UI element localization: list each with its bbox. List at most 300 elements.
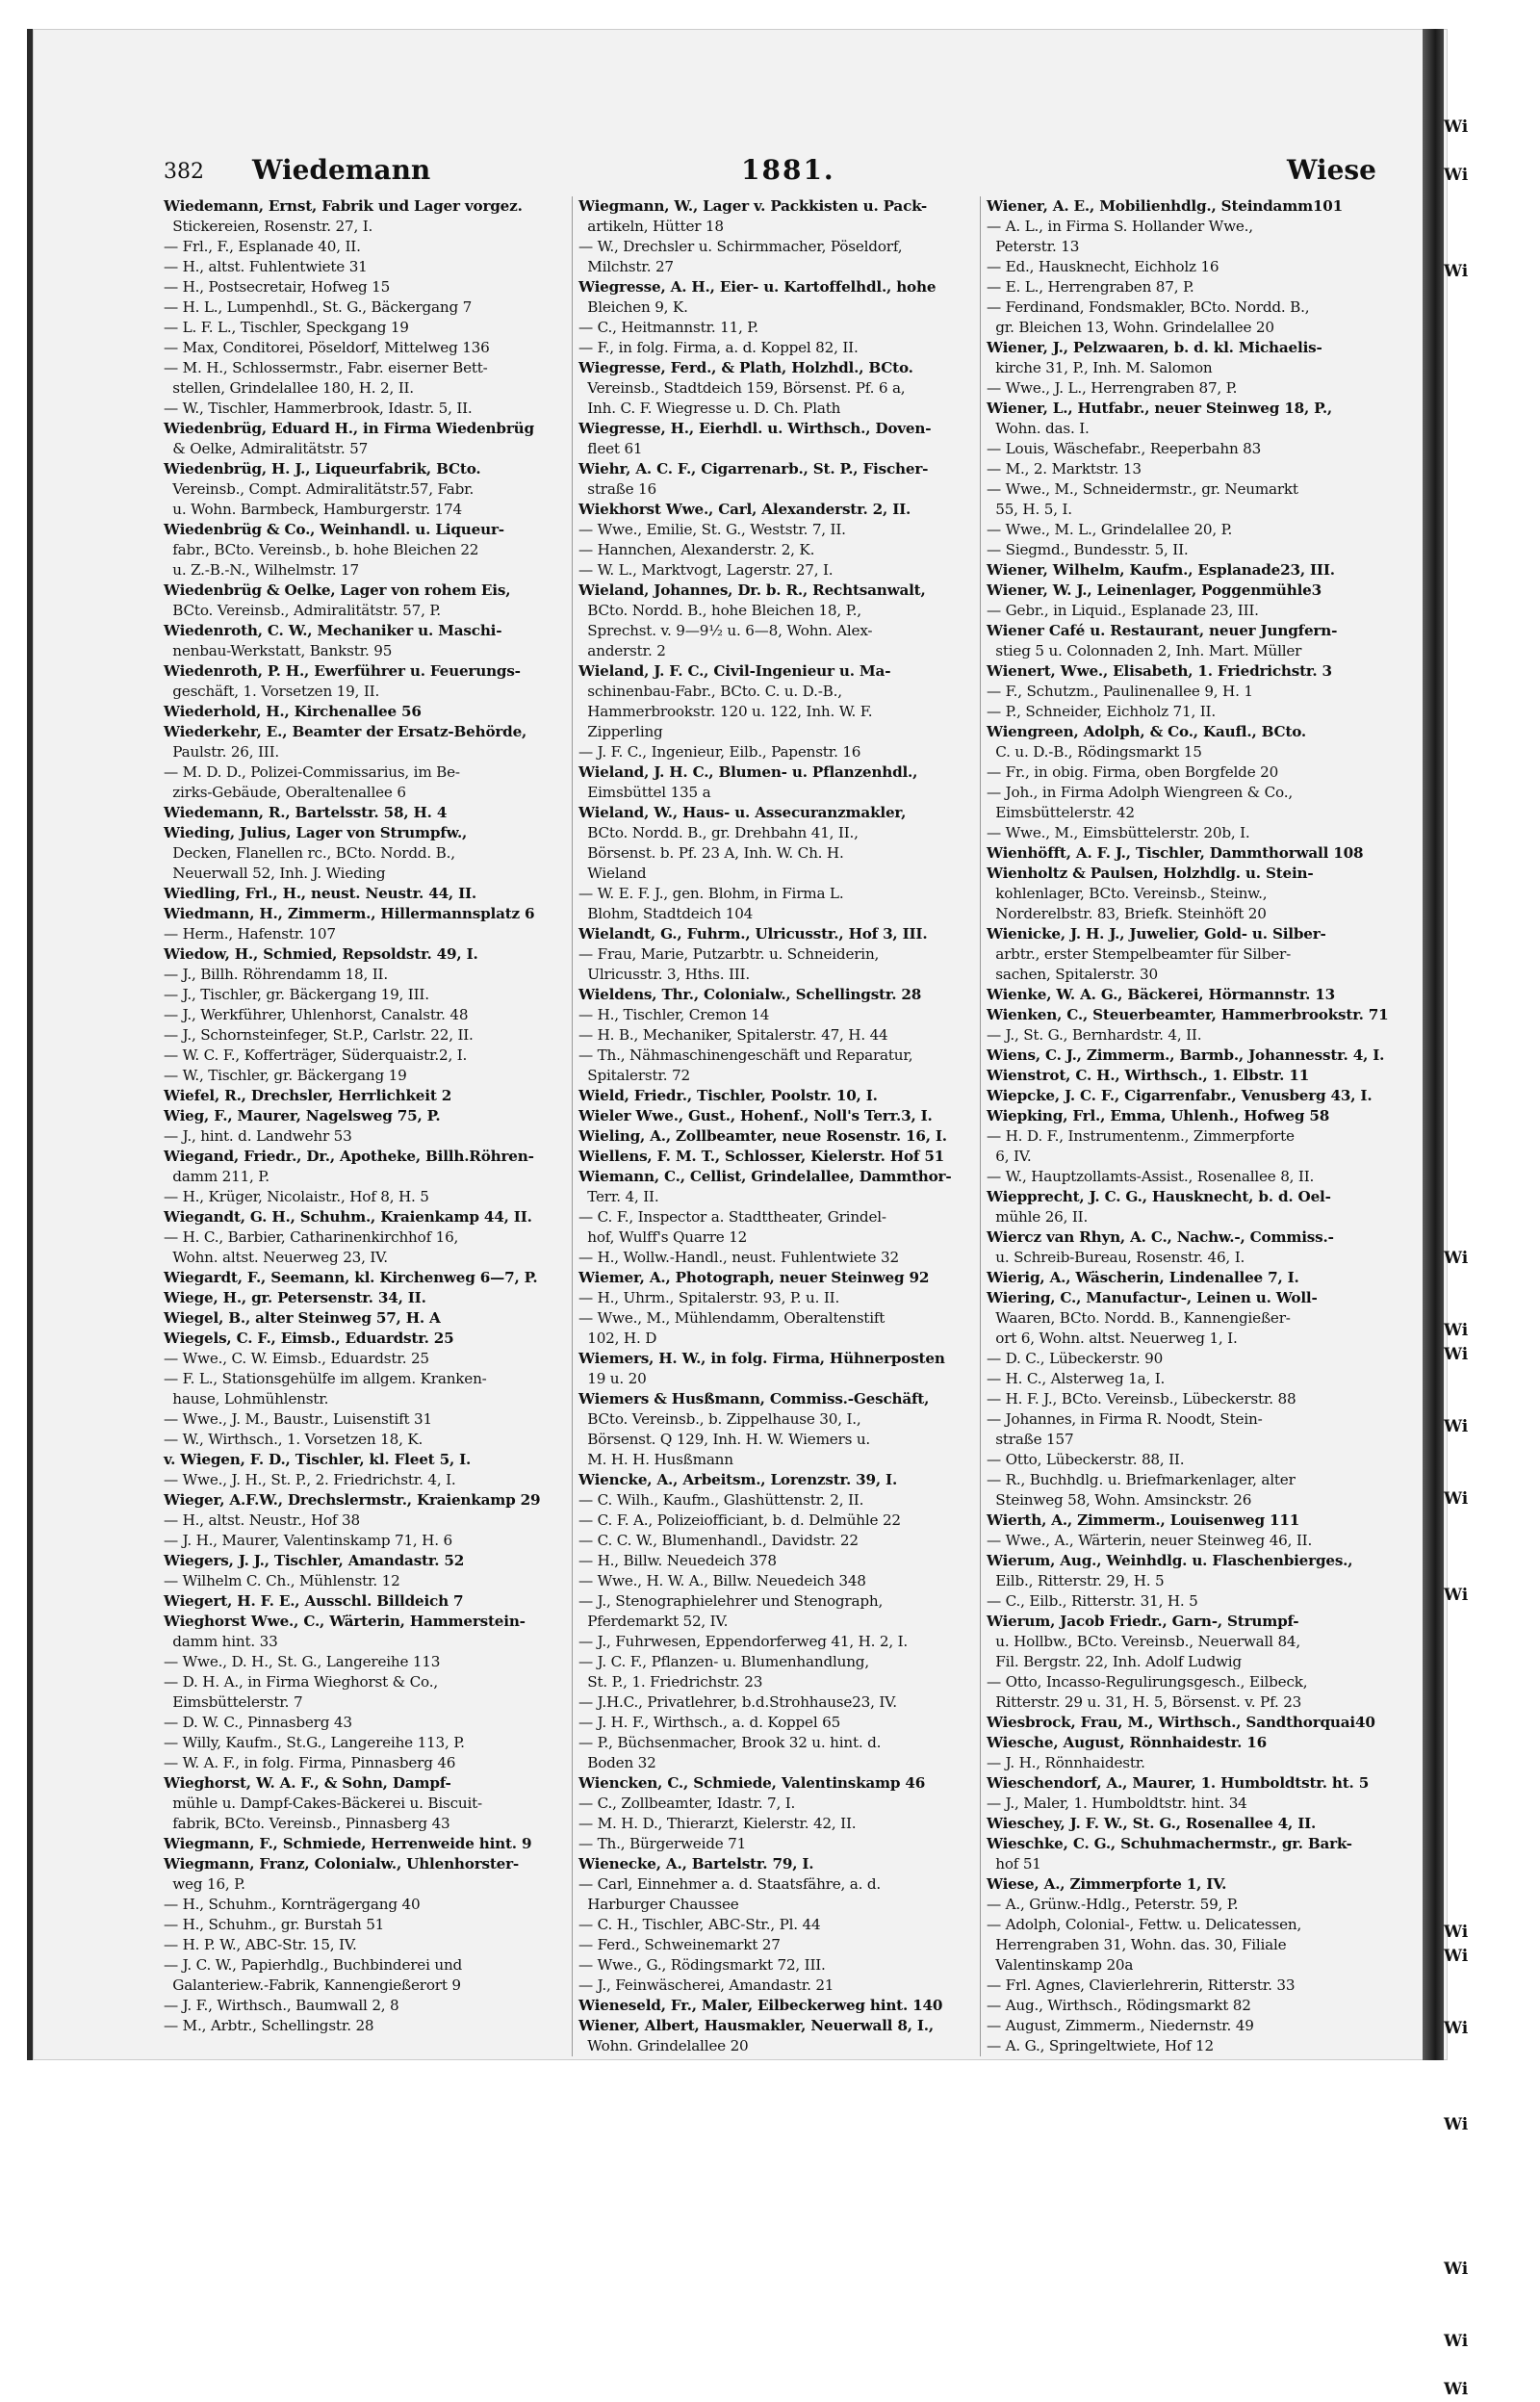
directory-entry: Wieldens, Thr., Colonialw., Schellingstr. 28 bbox=[578, 986, 922, 1003]
directory-entry: — C. C. W., Blumenhandl., Davidstr. 22 bbox=[578, 1532, 859, 1549]
directory-entry: Wiefel, R., Drechsler, Herrlichkeit 2 bbox=[164, 1087, 452, 1104]
directory-entry: Galanteriew.-Fabrik, Kannengießerort 9 bbox=[164, 1976, 461, 1994]
directory-entry: fleet 61 bbox=[578, 440, 643, 457]
next-page-fragment bbox=[1444, 1367, 1540, 1391]
next-page-fragment bbox=[1444, 2065, 1540, 2089]
directory-entry: — Herm., Hafenstr. 107 bbox=[164, 925, 336, 943]
directory-entry: — F., Schutzm., Paulinenallee 9, H. 1 bbox=[987, 683, 1253, 700]
directory-entry: — W. A. F., in folg. Firma, Pinnasberg 46 bbox=[164, 1754, 456, 1771]
directory-entry: Börsenst. b. Pf. 23 A, Inh. W. Ch. H. bbox=[578, 844, 844, 862]
directory-entry: Vereinsb., Compt. Admiralitätstr.57, Fabr. bbox=[164, 480, 475, 498]
directory-entry: Wiepprecht, J. C. G., Hausknecht, b. d. Oel- bbox=[987, 1188, 1331, 1205]
next-page-fragment bbox=[1444, 1632, 1540, 1656]
directory-entry: — H. P. W., ABC-Str. 15, IV. bbox=[164, 1936, 357, 1953]
column-right bbox=[980, 196, 1389, 2056]
directory-entry: Eilb., Ritterstr. 29, H. 5 bbox=[987, 1572, 1165, 1589]
next-page-fragment bbox=[1444, 1439, 1540, 1463]
directory-entry: — Hannchen, Alexanderstr. 2, K. bbox=[578, 541, 815, 558]
directory-entry: Wiens, C. J., Zimmerm., Barmb., Johannesstr. 4, I. bbox=[987, 1046, 1385, 1064]
directory-entry: fabrik, BCto. Vereinsb., Pinnasberg 43 bbox=[164, 1815, 450, 1832]
directory-entry: — H., Wollw.-Handl., neust. Fuhlentwiete 32 bbox=[578, 1249, 899, 1266]
directory-entry: — C., Heitmannstr. 11, P. bbox=[578, 319, 758, 336]
next-page-fragment bbox=[1444, 789, 1540, 814]
next-page-fragment: Wi bbox=[1444, 166, 1469, 185]
directory-entry: Stickereien, Rosenstr. 27, I. bbox=[164, 218, 373, 235]
directory-entry: — J. C. F., Pflanzen- u. Blumenhandlung, bbox=[578, 1653, 869, 1670]
directory-entry: — Wwe., H. W. A., Billw. Neuedeich 348 bbox=[578, 1572, 866, 1589]
directory-entry: Wiegel, B., alter Steinweg 57, H. A bbox=[164, 1309, 441, 1327]
directory-entry: Wiering, C., Manufactur-, Leinen u. Woll- bbox=[987, 1289, 1318, 1306]
directory-entry: Wiener, Wilhelm, Kaufm., Esplanade23, III. bbox=[987, 561, 1335, 579]
directory-entry: Wiemann, C., Cellist, Grindelallee, Dammthor- bbox=[578, 1168, 952, 1185]
directory-entry: Wiege, H., gr. Petersenstr. 34, II. bbox=[164, 1289, 426, 1306]
directory-entry: — Wwe., Emilie, St. G., Weststr. 7, II. bbox=[578, 521, 846, 538]
directory-entry: — A., Grünw.-Hdlg., Peterstr. 59, P. bbox=[987, 1896, 1239, 1913]
directory-entry: — W., Tischler, Hammerbrook, Idastr. 5, II. bbox=[164, 400, 473, 417]
directory-entry: Wield, Friedr., Tischler, Poolstr. 10, I. bbox=[578, 1087, 878, 1104]
directory-entry: geschäft, 1. Vorsetzen 19, II. bbox=[164, 683, 380, 700]
directory-entry: — W., Drechsler u. Schirmmacher, Pöseldorf, bbox=[578, 238, 903, 255]
directory-entry: Wienicke, J. H. J., Juwelier, Gold- u. Silber- bbox=[987, 925, 1326, 943]
directory-entry: Wiegardt, F., Seemann, kl. Kirchenweg 6—7, P. bbox=[164, 1269, 538, 1286]
directory-entry: — Carl, Einnehmer a. d. Staatsfähre, a. d. bbox=[578, 1875, 882, 1893]
directory-entry: — Frl., F., Esplanade 40, II. bbox=[164, 238, 361, 255]
directory-entry: artikeln, Hütter 18 bbox=[578, 218, 724, 235]
directory-entry: Bleichen 9, K. bbox=[578, 298, 688, 316]
directory-entry: Herrengraben 31, Wohn. das. 30, Filiale bbox=[987, 1936, 1287, 1953]
directory-entry: Vereinsb., Stadtdeich 159, Börsenst. Pf. 6 a, bbox=[578, 379, 906, 397]
directory-entry: 55, H. 5, I. bbox=[987, 501, 1072, 518]
header-left-word: Wiedemann bbox=[252, 154, 431, 186]
directory-entry: Wieland, W., Haus- u. Assecuranzmakler, bbox=[578, 804, 907, 821]
directory-entry: — W., Wirthsch., 1. Vorsetzen 18, K. bbox=[164, 1431, 424, 1448]
directory-entry: Wiemers, H. W., in folg. Firma, Hühnerposten bbox=[578, 1350, 945, 1367]
page-number: 382 bbox=[164, 160, 204, 184]
directory-entry: damm 211, P. bbox=[164, 1168, 270, 1185]
next-page-fragment bbox=[1444, 2209, 1540, 2234]
directory-entry: — C., Zollbeamter, Idastr. 7, I. bbox=[578, 1795, 796, 1812]
directory-entry: — M. H., Schlossermstr., Fabr. eiserner Bett- bbox=[164, 359, 488, 376]
next-page-fragment bbox=[1444, 1848, 1540, 1873]
directory-entry: Wiener, Albert, Hausmakler, Neuerwall 8, I., bbox=[578, 2017, 934, 2034]
directory-entry: v. Wiegen, F. D., Tischler, kl. Fleet 5, I. bbox=[164, 1451, 472, 1468]
directory-entry: Wieg, F., Maurer, Nagelsweg 75, P. bbox=[164, 1107, 441, 1124]
directory-entry: — D. C., Lübeckerstr. 90 bbox=[987, 1350, 1164, 1367]
directory-entry: Sprechst. v. 9—9½ u. 6—8, Wohn. Alex- bbox=[578, 622, 873, 639]
directory-entry: Wiencken, C., Schmiede, Valentinskamp 46 bbox=[578, 1774, 926, 1792]
directory-entry: — J., Tischler, gr. Bäckergang 19, III. bbox=[164, 986, 429, 1003]
directory-entry: — P., Büchsenmacher, Brook 32 u. hint. d. bbox=[578, 1734, 882, 1751]
directory-entry: Wiener, A. E., Mobilienhdlg., Steindamm101 bbox=[987, 197, 1344, 215]
next-page-fragment bbox=[1444, 1511, 1540, 1536]
directory-entry: Wieler Wwe., Gust., Hohenf., Noll's Terr.3, I. bbox=[578, 1107, 933, 1124]
next-page-fragment bbox=[1444, 2041, 1540, 2065]
directory-entry: Wierum, Aug., Weinhdlg. u. Flaschenbierges., bbox=[987, 1552, 1353, 1569]
directory-entry: schinenbau-Fabr., BCto. C. u. D.-B., bbox=[578, 683, 842, 700]
directory-entry: — C. Wilh., Kaufm., Glashüttenstr. 2, II. bbox=[578, 1491, 864, 1509]
next-page-fragment bbox=[1444, 1560, 1540, 1584]
directory-entry: Wiedemann, Ernst, Fabrik und Lager vorgez. bbox=[164, 197, 523, 215]
directory-entry: — Frl. Agnes, Clavierlehrerin, Ritterstr. 33 bbox=[987, 1976, 1296, 1994]
directory-entry: — J. F., Wirthsch., Baumwall 2, 8 bbox=[164, 1997, 399, 2014]
next-page-fragment bbox=[1444, 1391, 1540, 1415]
directory-entry: — H. F. J., BCto. Vereinsb., Lübeckerstr. 88 bbox=[987, 1390, 1296, 1408]
directory-entry: gr. Bleichen 13, Wohn. Grindelallee 20 bbox=[987, 319, 1274, 336]
directory-entry: — C. H., Tischler, ABC-Str., Pl. 44 bbox=[578, 1916, 821, 1933]
directory-entry: — R., Buchhdlg. u. Briefmarkenlager, alter bbox=[987, 1471, 1296, 1488]
directory-entry: Wiegresse, A. H., Eier- u. Kartoffelhdl., hohe bbox=[578, 278, 937, 296]
directory-entry: — Wwe., C. W. Eimsb., Eduardstr. 25 bbox=[164, 1350, 429, 1367]
directory-entry: hause, Lohmühlenstr. bbox=[164, 1390, 329, 1408]
directory-entry: — M., Arbtr., Schellingstr. 28 bbox=[164, 2017, 374, 2034]
directory-entry: — W. E. F. J., gen. Blohm, in Firma L. bbox=[578, 885, 844, 902]
next-page-fragment bbox=[1444, 2161, 1540, 2185]
header-year: 1881. bbox=[741, 154, 835, 186]
directory-entry: — H. L., Lumpenhdl., St. G., Bäckergang 7 bbox=[164, 298, 473, 316]
directory-entry: — J. C. W., Papierhdlg., Buchbinderei und bbox=[164, 1956, 463, 1974]
directory-entry: Wienert, Wwe., Elisabeth, 1. Friedrichstr. 3 bbox=[987, 662, 1332, 680]
directory-entry: BCto. Nordd. B., hohe Bleichen 18, P., bbox=[578, 602, 861, 619]
directory-entry: Wiencke, A., Arbeitsm., Lorenzstr. 39, I. bbox=[578, 1471, 898, 1488]
directory-entry: Wienken, C., Steuerbeamter, Hammerbrookstr. 71 bbox=[987, 1006, 1389, 1023]
page-header bbox=[164, 154, 1376, 187]
directory-entry: — J., Schornsteinfeger, St.P., Carlstr. 22, II. bbox=[164, 1026, 474, 1044]
directory-entry: — J., Stenographielehrer und Stenograph, bbox=[578, 1592, 884, 1610]
directory-entry: — Gebr., in Liquid., Esplanade 23, III. bbox=[987, 602, 1259, 619]
directory-entry: Wieland, Johannes, Dr. b. R., Rechtsanwalt, bbox=[578, 581, 926, 599]
directory-entry: — E. L., Herrengraben 87, P. bbox=[987, 278, 1194, 296]
directory-entry: Wielandt, G., Fuhrm., Ulricusstr., Hof 3, III. bbox=[578, 925, 928, 943]
directory-entry: — Wwe., J. L., Herrengraben 87, P. bbox=[987, 379, 1238, 397]
directory-entry: Terr. 4, II. bbox=[578, 1188, 659, 1205]
next-page-fragment bbox=[1444, 356, 1540, 380]
directory-entry: straße 157 bbox=[987, 1431, 1074, 1448]
directory-entry: Wiegels, C. F., Eimsb., Eduardstr. 25 bbox=[164, 1330, 454, 1347]
directory-entry: Wienholtz & Paulsen, Holzhdlg. u. Stein- bbox=[987, 865, 1314, 882]
next-page-fragment bbox=[1444, 1969, 1540, 1993]
directory-entry: sachen, Spitalerstr. 30 bbox=[987, 966, 1158, 983]
next-page-fragment bbox=[1444, 1608, 1540, 1632]
directory-entry: — Johannes, in Firma R. Noodt, Stein- bbox=[987, 1410, 1263, 1428]
directory-entry: Eimsbüttelerstr. 7 bbox=[164, 1693, 303, 1711]
directory-entry: hof, Wulff's Quarre 12 bbox=[578, 1228, 748, 1246]
directory-entry: Wiener, J., Pelzwaaren, b. d. kl. Michaelis- bbox=[987, 339, 1322, 356]
next-page-fragment bbox=[1444, 1873, 1540, 1897]
directory-entry: & Oelke, Admiralitätstr. 57 bbox=[164, 440, 369, 457]
directory-entry: 19 u. 20 bbox=[578, 1370, 647, 1387]
next-page-fragment bbox=[1444, 1824, 1540, 1848]
directory-entry: — Aug., Wirthsch., Rödingsmarkt 82 bbox=[987, 1997, 1251, 2014]
directory-entry: u. Z.-B.-N., Wilhelmstr. 17 bbox=[164, 561, 360, 579]
directory-entry: Wieling, A., Zollbeamter, neue Rosenstr. 16, I. bbox=[578, 1127, 947, 1145]
next-page-fragment bbox=[1444, 2089, 1540, 2113]
next-page-fragment: Wi bbox=[1444, 117, 1469, 137]
next-page-fragment bbox=[1444, 2306, 1540, 2330]
directory-entry: hof 51 bbox=[987, 1855, 1041, 1873]
next-page-fragment bbox=[1444, 717, 1540, 741]
book-gutter bbox=[1423, 29, 1444, 2060]
directory-entry: Wieghorst, W. A. F., & Sohn, Dampf- bbox=[164, 1774, 451, 1792]
directory-entry: kirche 31, P., Inh. M. Salomon bbox=[987, 359, 1213, 376]
next-page-fragment bbox=[1444, 1295, 1540, 1319]
directory-entry: Wiercz van Rhyn, A. C., Nachw.-, Commiss.- bbox=[987, 1228, 1334, 1246]
directory-entry: — Wwe., M., Eimsbüttelerstr. 20b, I. bbox=[987, 824, 1250, 841]
directory-entry: Wiegmann, W., Lager v. Packkisten u. Pack- bbox=[578, 197, 927, 215]
directory-entry: — W. C. F., Kofferträger, Süderquaistr.2, I. bbox=[164, 1046, 468, 1064]
directory-entry: — Max, Conditorei, Pöseldorf, Mittelweg 136 bbox=[164, 339, 490, 356]
directory-entry: — Wwe., A., Wärterin, neuer Steinweg 46, II. bbox=[987, 1532, 1313, 1549]
directory-entry: — D. H. A., in Firma Wieghorst & Co., bbox=[164, 1673, 438, 1691]
next-page-fragment bbox=[1444, 188, 1540, 212]
directory-entry: Wiegresse, H., Eierhdl. u. Wirthsch., Doven- bbox=[578, 420, 932, 437]
directory-entry: Milchstr. 27 bbox=[578, 258, 674, 275]
directory-entry: Wohn. Grindelallee 20 bbox=[578, 2037, 749, 2054]
next-page-fragment bbox=[1444, 452, 1540, 477]
next-page-fragment bbox=[1444, 838, 1540, 862]
directory-entry: weg 16, P. bbox=[164, 1875, 245, 1893]
directory-entry: — Wwe., M. L., Grindelallee 20, P. bbox=[987, 521, 1233, 538]
next-page-edge bbox=[1444, 116, 1540, 2399]
directory-entry: — Wwe., M., Mühlendamm, Oberaltenstift bbox=[578, 1309, 886, 1327]
directory-entry: St. P., 1. Friedrichstr. 23 bbox=[578, 1673, 763, 1691]
directory-entry: — Otto, Lübeckerstr. 88, II. bbox=[987, 1451, 1185, 1468]
directory-entry: Wiegmann, F., Schmiede, Herrenweide hint. 9 bbox=[164, 1835, 532, 1852]
next-page-fragment: Wi bbox=[1444, 1417, 1469, 1436]
directory-entry: anderstr. 2 bbox=[578, 642, 666, 659]
next-page-fragment bbox=[1444, 1223, 1540, 1247]
directory-entry: Eimsbüttel 135 a bbox=[578, 784, 711, 801]
directory-entry: 102, H. D bbox=[578, 1330, 657, 1347]
directory-entry: Wieland, J. H. C., Blumen- u. Pflanzenhdl., bbox=[578, 763, 918, 781]
directory-entry: — C. F. A., Polizeiofficiant, b. d. Delmühle 22 bbox=[578, 1511, 901, 1529]
directory-entry: ort 6, Wohn. altst. Neuerweg 1, I. bbox=[987, 1330, 1238, 1347]
directory-entry: Steinweg 58, Wohn. Amsinckstr. 26 bbox=[987, 1491, 1252, 1509]
directory-entry: — H., Billw. Neuedeich 378 bbox=[578, 1552, 777, 1569]
directory-entry: Wiegmann, Franz, Colonialw., Uhlenhorster- bbox=[164, 1855, 520, 1873]
directory-entry: Boden 32 bbox=[578, 1754, 656, 1771]
directory-entry: — J., St. G., Bernhardstr. 4, II. bbox=[987, 1026, 1202, 1044]
directory-entry: Wierig, A., Wäscherin, Lindenallee 7, I. bbox=[987, 1269, 1299, 1286]
directory-entry: mühle u. Dampf-Cakes-Bäckerei u. Biscuit- bbox=[164, 1795, 482, 1812]
directory-entry: — H., Tischler, Cremon 14 bbox=[578, 1006, 770, 1023]
directory-entry: Wiepcke, J. C. F., Cigarrenfabr., Venusberg 43, I. bbox=[987, 1087, 1373, 1104]
directory-entry: Börsenst. Q 129, Inh. H. W. Wiemers u. bbox=[578, 1431, 871, 1448]
directory-entry: — D. W. C., Pinnasberg 43 bbox=[164, 1714, 352, 1731]
directory-entry: Wieschey, J. F. W., St. G., Rosenallee 4, II. bbox=[987, 1815, 1317, 1832]
next-page-fragment bbox=[1444, 308, 1540, 332]
directory-entry: Wienstrot, C. H., Wirthsch., 1. Elbstr. 11 bbox=[987, 1067, 1310, 1084]
directory-entry: — M. D. D., Polizei-Commissarius, im Be- bbox=[164, 763, 460, 781]
directory-entry: Wiedemann, R., Bartelsstr. 58, H. 4 bbox=[164, 804, 448, 821]
directory-entry: — H. D. F., Instrumentenm., Zimmerpforte bbox=[987, 1127, 1295, 1145]
directory-entry: Wiedenroth, P. H., Ewerführer u. Feuerungs- bbox=[164, 662, 521, 680]
directory-entry: — P., Schneider, Eichholz 71, II. bbox=[987, 703, 1216, 720]
directory-entry: — Ed., Hausknecht, Eichholz 16 bbox=[987, 258, 1219, 275]
directory-entry: Waaren, BCto. Nordd. B., Kannengießer- bbox=[987, 1309, 1291, 1327]
directory-entry: Wierum, Jacob Friedr., Garn-, Strumpf- bbox=[987, 1613, 1299, 1630]
next-page-fragment bbox=[1444, 621, 1540, 645]
next-page-fragment bbox=[1444, 1776, 1540, 1800]
directory-entry: mühle 26, II. bbox=[987, 1208, 1089, 1226]
next-page-fragment bbox=[1444, 886, 1540, 910]
directory-entry: u. Schreib-Bureau, Rosenstr. 46, I. bbox=[987, 1249, 1245, 1266]
directory-entry: Wiellens, F. M. T., Schlosser, Kielerstr. Hof 51 bbox=[578, 1148, 945, 1165]
directory-entry: Wiemer, A., Photograph, neuer Steinweg 92 bbox=[578, 1269, 930, 1286]
directory-entry: — H., altst. Neustr., Hof 38 bbox=[164, 1511, 360, 1529]
directory-entry: — J. H., Rönnhaidestr. bbox=[987, 1754, 1145, 1771]
next-page-fragment bbox=[1444, 1728, 1540, 1752]
directory-entry: Wiedmann, H., Zimmerm., Hillermannsplatz 6 bbox=[164, 905, 535, 922]
directory-entry: stieg 5 u. Colonnaden 2, Inh. Mart. Müller bbox=[987, 642, 1302, 659]
directory-entry: Wohn. das. I. bbox=[987, 420, 1090, 437]
directory-columns bbox=[164, 196, 1389, 2054]
directory-entry: — Siegmd., Bundesstr. 5, II. bbox=[987, 541, 1189, 558]
column-left bbox=[164, 196, 572, 2056]
directory-entry: — A. G., Springeltwiete, Hof 12 bbox=[987, 2037, 1214, 2054]
directory-entry: Wierth, A., Zimmerm., Louisenweg 111 bbox=[987, 1511, 1300, 1529]
directory-entry: Wiederkehr, E., Beamter der Ersatz-Behörde, bbox=[164, 723, 527, 740]
next-page-fragment bbox=[1444, 212, 1540, 236]
next-page-fragment bbox=[1444, 2137, 1540, 2161]
directory-entry: — C., Eilb., Ritterstr. 31, H. 5 bbox=[987, 1592, 1198, 1610]
directory-entry: C. u. D.-B., Rödingsmarkt 15 bbox=[987, 743, 1202, 761]
next-page-fragment: Wi bbox=[1444, 1947, 1469, 1966]
directory-entry: — W., Hauptzollamts-Assist., Rosenallee 8, II. bbox=[987, 1168, 1315, 1185]
directory-entry: — H. C., Alsterweg 1a, I. bbox=[987, 1370, 1166, 1387]
directory-entry: — Otto, Incasso-Regulirungsgesch., Eilbeck, bbox=[987, 1673, 1308, 1691]
directory-entry: — Wwe., G., Rödingsmarkt 72, III. bbox=[578, 1956, 826, 1974]
next-page-fragment bbox=[1444, 910, 1540, 934]
next-page-fragment bbox=[1444, 236, 1540, 260]
directory-entry: — August, Zimmerm., Niedernstr. 49 bbox=[987, 2017, 1254, 2034]
next-page-fragment bbox=[1444, 814, 1540, 838]
next-page-fragment bbox=[1444, 284, 1540, 308]
directory-entry: — H. B., Mechaniker, Spitalerstr. 47, H. 44 bbox=[578, 1026, 888, 1044]
directory-entry: BCto. Vereinsb., b. Zippelhause 30, I., bbox=[578, 1410, 861, 1428]
directory-entry: Wiener, W. J., Leinenlager, Poggenmühle3 bbox=[987, 581, 1322, 599]
directory-entry: Wiegers, J. J., Tischler, Amandastr. 52 bbox=[164, 1552, 465, 1569]
next-page-fragment bbox=[1444, 1175, 1540, 1199]
next-page-fragment bbox=[1444, 1680, 1540, 1704]
directory-entry: — J., hint. d. Landwehr 53 bbox=[164, 1127, 352, 1145]
directory-entry: Ulricusstr. 3, Hths. III. bbox=[578, 966, 750, 983]
next-page-fragment bbox=[1444, 573, 1540, 597]
directory-entry: — J., Fuhrwesen, Eppendorferweg 41, H. 2, I. bbox=[578, 1633, 909, 1650]
next-page-fragment: Wi bbox=[1444, 1923, 1469, 1942]
directory-entry: Decken, Flanellen rc., BCto. Nordd. B., bbox=[164, 844, 455, 862]
directory-entry: — C. F., Inspector a. Stadttheater, Grindel- bbox=[578, 1208, 886, 1226]
directory-entry: Valentinskamp 20a bbox=[987, 1956, 1134, 1974]
next-page-fragment bbox=[1444, 1656, 1540, 1680]
directory-entry: — Ferd., Schweinemarkt 27 bbox=[578, 1936, 781, 1953]
directory-entry: Wieschendorf, A., Maurer, 1. Humboldtstr. ht. 5 bbox=[987, 1774, 1370, 1792]
directory-entry: — H., Schuhm., Kornträgergang 40 bbox=[164, 1896, 421, 1913]
next-page-fragment: Wi bbox=[1444, 2115, 1469, 2134]
directory-entry: — F. L., Stationsgehülfe im allgem. Kranken- bbox=[164, 1370, 487, 1387]
directory-entry: Wieding, Julius, Lager von Strumpfw., bbox=[164, 824, 468, 841]
next-page-fragment bbox=[1444, 140, 1540, 164]
next-page-fragment: Wi bbox=[1444, 2380, 1469, 2399]
directory-entry: — Ferdinand, Fondsmakler, BCto. Nordd. B., bbox=[987, 298, 1310, 316]
directory-entry: — J. H., Maurer, Valentinskamp 71, H. 6 bbox=[164, 1532, 452, 1549]
directory-entry: — H., Uhrm., Spitalerstr. 93, P. u. II. bbox=[578, 1289, 840, 1306]
directory-entry: Eimsbüttelerstr. 42 bbox=[987, 804, 1135, 821]
directory-entry: Pferdemarkt 52, IV. bbox=[578, 1613, 729, 1630]
next-page-fragment bbox=[1444, 2234, 1540, 2258]
directory-entry: BCto. Nordd. B., gr. Drehbahn 41, II., bbox=[578, 824, 859, 841]
next-page-fragment bbox=[1444, 549, 1540, 573]
directory-entry: Wiegandt, G. H., Schuhm., Kraienkamp 44, II. bbox=[164, 1208, 532, 1226]
next-page-fragment bbox=[1444, 1463, 1540, 1487]
directory-entry: Wiehr, A. C. F., Cigarrenarb., St. P., Fischer- bbox=[578, 460, 929, 478]
directory-entry: — Wwe., D. H., St. G., Langereihe 113 bbox=[164, 1653, 441, 1670]
directory-entry: — J., Billh. Röhrendamm 18, II. bbox=[164, 966, 388, 983]
next-page-fragment bbox=[1444, 1006, 1540, 1030]
directory-entry: — Fr., in obig. Firma, oben Borgfelde 20 bbox=[987, 763, 1279, 781]
directory-entry: — J. H. F., Wirthsch., a. d. Koppel 65 bbox=[578, 1714, 841, 1731]
next-page-fragment: Wi bbox=[1444, 1586, 1469, 1605]
next-page-fragment bbox=[1444, 477, 1540, 501]
next-page-fragment bbox=[1444, 332, 1540, 356]
next-page-fragment bbox=[1444, 1078, 1540, 1102]
next-page-fragment bbox=[1444, 1752, 1540, 1776]
directory-entry: Wiedenbrüg & Co., Weinhandl. u. Liqueur- bbox=[164, 521, 504, 538]
directory-entry: Wiese, A., Zimmerpforte 1, IV. bbox=[987, 1875, 1227, 1893]
directory-entry: Wiedenbrüg & Oelke, Lager von rohem Eis, bbox=[164, 581, 511, 599]
next-page-fragment bbox=[1444, 2185, 1540, 2209]
directory-entry: Wiegert, H. F. E., Ausschl. Billdeich 7 bbox=[164, 1592, 464, 1610]
next-page-fragment bbox=[1444, 645, 1540, 669]
directory-entry: — J.H.C., Privatlehrer, b.d.Strohhause23, IV. bbox=[578, 1693, 897, 1711]
directory-entry: Wiengreen, Adolph, & Co., Kaufl., BCto. bbox=[987, 723, 1306, 740]
next-page-fragment bbox=[1444, 1800, 1540, 1824]
directory-entry: Wiedow, H., Schmied, Repsoldstr. 49, I. bbox=[164, 945, 478, 963]
directory-entry: — H., Schuhm., gr. Burstah 51 bbox=[164, 1916, 385, 1933]
next-page-fragment: Wi bbox=[1444, 2019, 1469, 2038]
directory-entry: Wienecke, A., Bartelstr. 79, I. bbox=[578, 1855, 814, 1873]
directory-entry: Wiekhorst Wwe., Carl, Alexanderstr. 2, II. bbox=[578, 501, 911, 518]
next-page-fragment: Wi bbox=[1444, 2332, 1469, 2351]
directory-entry: — J. F. C., Ingenieur, Eilb., Papenstr. 16 bbox=[578, 743, 861, 761]
next-page-fragment bbox=[1444, 1536, 1540, 1560]
next-page-fragment: Wi bbox=[1444, 1321, 1469, 1340]
directory-entry: — A. L., in Firma S. Hollander Wwe., bbox=[987, 218, 1253, 235]
directory-entry: — Th., Nähmaschinengeschäft und Reparatur, bbox=[578, 1046, 913, 1064]
next-page-fragment bbox=[1444, 958, 1540, 982]
directory-entry: nenbau-Werkstatt, Bankstr. 95 bbox=[164, 642, 393, 659]
next-page-fragment bbox=[1444, 1054, 1540, 1078]
directory-entry: Wiemers & Husßmann, Commiss.-Geschäft, bbox=[578, 1390, 930, 1408]
directory-entry: Peterstr. 13 bbox=[987, 238, 1080, 255]
directory-entry: Hammerbrookstr. 120 u. 122, Inh. W. F. bbox=[578, 703, 873, 720]
directory-entry: — Th., Bürgerweide 71 bbox=[578, 1835, 747, 1852]
next-page-fragment bbox=[1444, 525, 1540, 549]
next-page-fragment bbox=[1444, 501, 1540, 525]
next-page-fragment: Wi bbox=[1444, 2260, 1469, 2279]
directory-entry: Wiedling, Frl., H., neust. Neustr. 44, II. bbox=[164, 885, 477, 902]
directory-entry: — Louis, Wäschefabr., Reeperbahn 83 bbox=[987, 440, 1262, 457]
directory-entry: Wieghorst Wwe., C., Wärterin, Hammerstein- bbox=[164, 1613, 526, 1630]
directory-entry: u. Wohn. Barmbeck, Hamburgerstr. 174 bbox=[164, 501, 462, 518]
directory-entry: damm hint. 33 bbox=[164, 1633, 278, 1650]
directory-entry: — Willy, Kaufm., St.G., Langereihe 113, P. bbox=[164, 1734, 465, 1751]
directory-entry: — H. C., Barbier, Catharinenkirchhof 16, bbox=[164, 1228, 459, 1246]
directory-entry: — M. H. D., Thierarzt, Kielerstr. 42, II. bbox=[578, 1815, 857, 1832]
directory-entry: Wiegresse, Ferd., & Plath, Holzhdl., BCto. bbox=[578, 359, 913, 376]
directory-entry: Wiegand, Friedr., Dr., Apotheke, Billh.Röhren- bbox=[164, 1148, 534, 1165]
directory-entry: — Wwe., J. H., St. P., 2. Friedrichstr. 4, I. bbox=[164, 1471, 456, 1488]
directory-entry: Wiesbrock, Frau, M., Wirthsch., Sandthorquai40 bbox=[987, 1714, 1375, 1731]
